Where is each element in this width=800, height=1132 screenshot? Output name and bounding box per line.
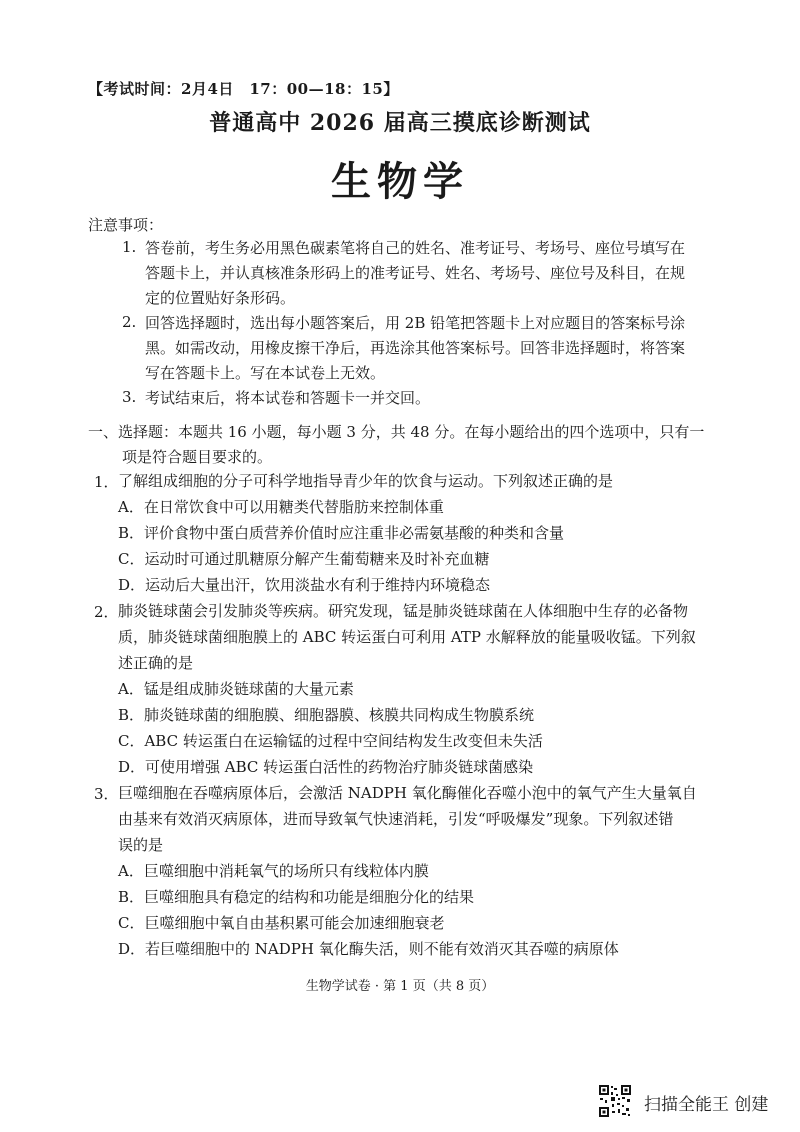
question-number: 1． xyxy=(94,473,119,491)
notice-line: 写在答题卡上。写在本试卷上无效。 xyxy=(145,364,386,382)
question-number: 3． xyxy=(94,785,119,803)
exam-title: 普通高中 2026 届高三摸底诊断测试 xyxy=(209,110,591,136)
option-a: A．巨噬细胞中消耗氧气的场所只有线粒体内膜 xyxy=(118,862,429,880)
watermark-text: 扫描全能王 创建 xyxy=(644,1095,769,1115)
option-d: D．运动后大量出汗，饮用淡盐水有利于维持内环境稳态 xyxy=(118,576,491,594)
qr-code-icon xyxy=(598,1084,632,1118)
section-heading-cont: 项是符合题目要求的。 xyxy=(122,448,273,466)
notice-line: 答题卡上，并认真核准条形码上的准考证号、姓名、考场号、座位号及科目，在规 xyxy=(145,264,686,282)
option-d: D．若巨噬细胞中的 NADPH 氧化酶失活，则不能有效消灭其吞噬的病原体 xyxy=(118,940,619,958)
option-a: A．锰是组成肺炎链球菌的大量元素 xyxy=(118,680,354,698)
option-c: C．ABC 转运蛋白在运输锰的过程中空间结构发生改变但未失活 xyxy=(118,732,543,750)
option-b: B．肺炎链球菌的细胞膜、细胞器膜、核膜共同构成生物膜系统 xyxy=(118,706,535,724)
exam-time: 【考试时间：2月4日 17：00—18：15】 xyxy=(88,80,399,98)
option-c: C．运动时可通过肌糖原分解产生葡萄糖来及时补充血糖 xyxy=(118,550,490,568)
notice-number: 2. xyxy=(122,313,137,331)
question-stem: 述正确的是 xyxy=(118,654,194,672)
notice-line: 考试结束后，将本试卷和答题卡一并交回。 xyxy=(145,389,431,407)
notice-line: 定的位置贴好条形码。 xyxy=(145,289,296,307)
notice-line: 黑。如需改动，用橡皮擦干净后，再选涂其他答案标号。回答非选择题时，将答案 xyxy=(145,339,686,357)
option-d: D．可使用增强 ABC 转运蛋白活性的药物治疗肺炎链球菌感染 xyxy=(118,758,534,776)
subject-title: 生物学 xyxy=(331,158,469,205)
question-stem: 肺炎链球菌会引发肺炎等疾病。研究发现，锰是肺炎链球菌在人体细胞中生存的必备物 xyxy=(118,602,689,620)
notice-number: 1. xyxy=(122,238,137,256)
section-heading: 一、选择题：本题共 16 小题，每小题 3 分，共 48 分。在每小题给出的四个选项中，只有一 xyxy=(88,423,705,441)
question-stem: 质，肺炎链球菌细胞膜上的 ABC 转运蛋白可利用 ATP 水解释放的能量吸收锰。下列叙 xyxy=(118,628,696,646)
option-a: A．在日常饮食中可以用糖类代替脂肪来控制体重 xyxy=(118,498,444,516)
question-stem: 由基来有效消灭病原体，进而导致氧气快速消耗，引发“呼吸爆发”现象。下列叙述错 xyxy=(118,810,674,828)
question-stem: 巨噬细胞在吞噬病原体后，会激活 NADPH 氧化酶催化吞噬小泡中的氧气产生大量氧自 xyxy=(118,784,697,802)
option-b: B．巨噬细胞具有稳定的结构和功能是细胞分化的结果 xyxy=(118,888,475,906)
option-c: C．巨噬细胞中氧自由基积累可能会加速细胞衰老 xyxy=(118,914,445,932)
notice-line: 回答选择题时，选出每小题答案后，用 2B 铅笔把答题卡上对应题目的答案标号涂 xyxy=(145,314,686,332)
notice-line: 答卷前，考生务必用黑色碳素笔将自己的姓名、准考证号、考场号、座位号填写在 xyxy=(145,239,686,257)
notice-heading: 注意事项： xyxy=(88,216,164,234)
option-b: B．评价食物中蛋白质营养价值时应注重非必需氨基酸的种类和含量 xyxy=(118,524,565,542)
scanner-watermark xyxy=(598,1084,788,1120)
page-footer: 生物学试卷 · 第 1 页（共 8 页） xyxy=(305,979,495,994)
question-stem: 误的是 xyxy=(118,836,164,854)
notice-number: 3. xyxy=(122,388,137,406)
question-number: 2． xyxy=(94,603,119,621)
question-stem: 了解组成细胞的分子可科学地指导青少年的饮食与运动。下列叙述正确的是 xyxy=(118,472,614,490)
